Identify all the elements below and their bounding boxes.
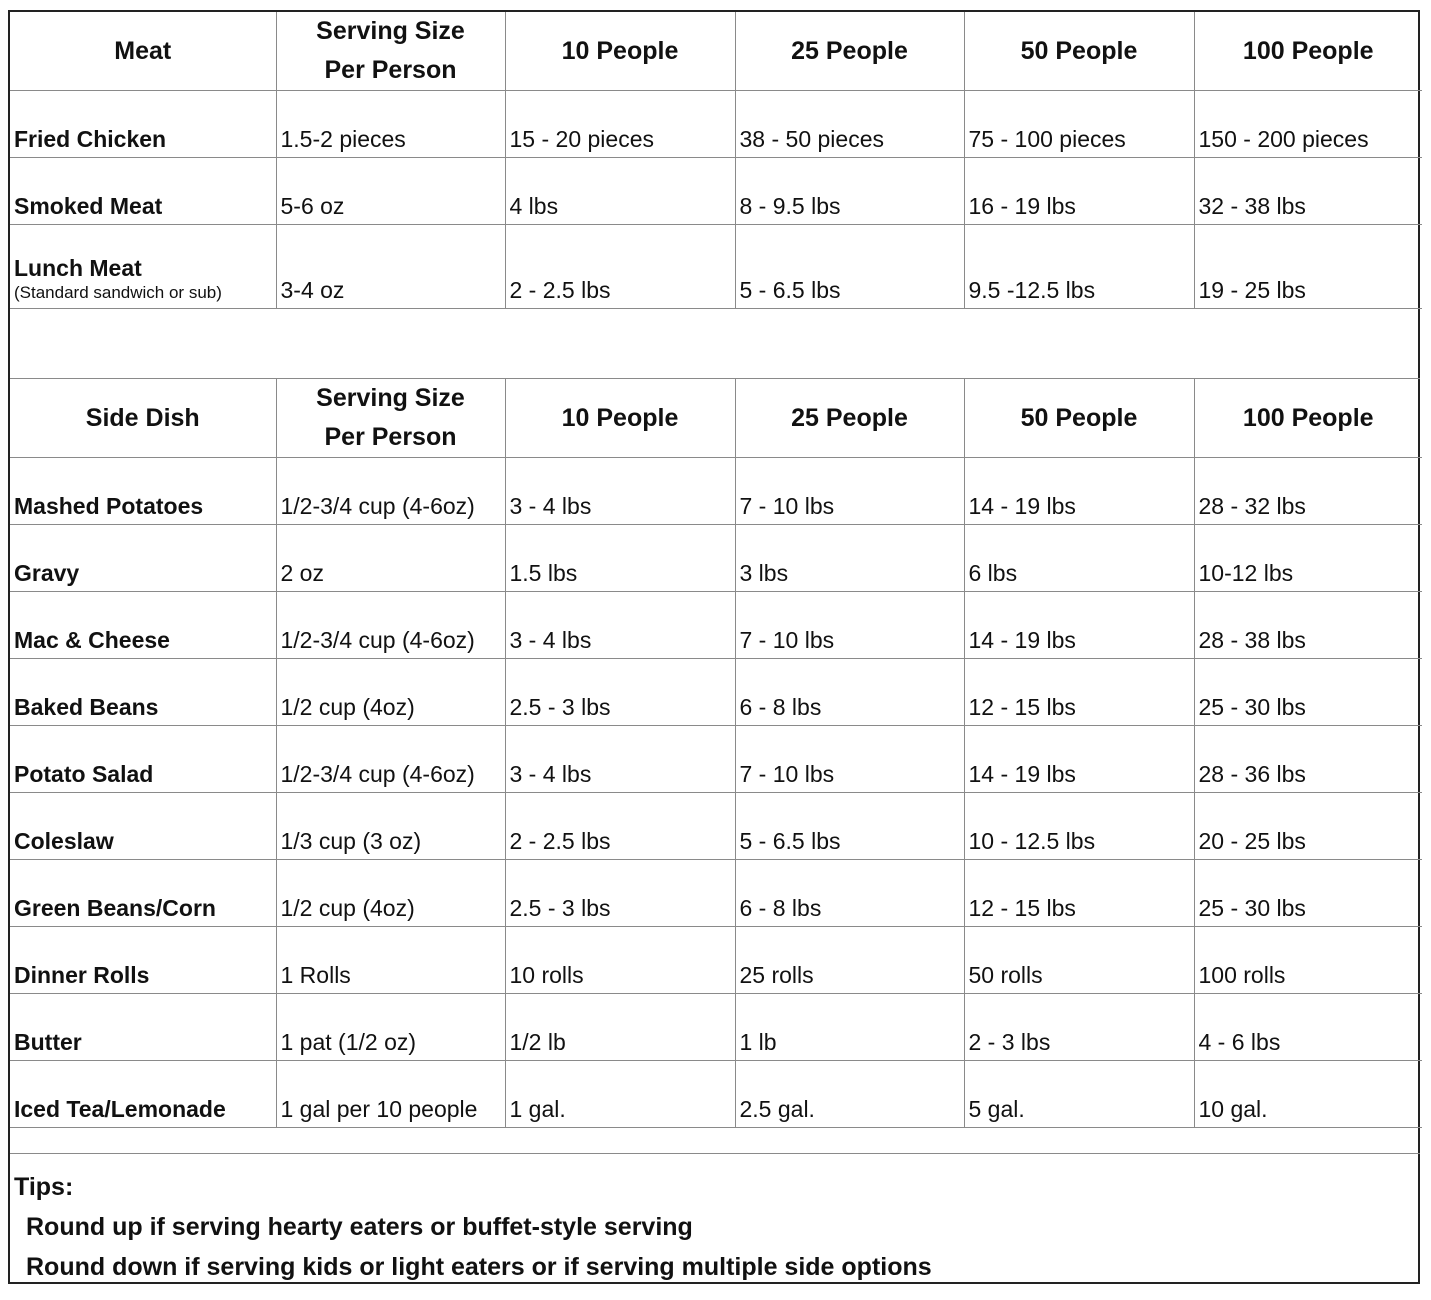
- p100-cell: 19 - 25 lbs: [1194, 225, 1422, 309]
- serving-cell: 1/3 cup (3 oz): [276, 793, 505, 860]
- tip-line: Round down if serving kids or light eaters or if serving multiple side options: [26, 1253, 932, 1281]
- row-label-main: Lunch Meat: [14, 255, 142, 281]
- row-label: Potato Salad: [10, 726, 276, 793]
- table-row: [10, 91, 1422, 158]
- p100-cell: 150 - 200 pieces: [1194, 91, 1422, 158]
- p25-cell: 3 lbs: [735, 525, 964, 592]
- p100-cell: 25 - 30 lbs: [1194, 860, 1422, 927]
- tips-title: Tips:: [14, 1173, 74, 1201]
- p50-cell: 14 - 19 lbs: [964, 592, 1194, 659]
- p10-cell: 10 rolls: [505, 927, 735, 994]
- table-row: [10, 793, 1422, 860]
- p10-cell: 3 - 4 lbs: [505, 592, 735, 659]
- row-label: Iced Tea/Lemonade: [10, 1061, 276, 1128]
- serving-cell: 1 Rolls: [276, 927, 505, 994]
- row-label: Baked Beans: [10, 659, 276, 726]
- p100-cell: 32 - 38 lbs: [1194, 158, 1422, 225]
- p50-cell: 6 lbs: [964, 525, 1194, 592]
- p10-cell: 15 - 20 pieces: [505, 91, 735, 158]
- serving-cell: 5-6 oz: [276, 158, 505, 225]
- header-50-people: 50 People: [964, 12, 1194, 91]
- table-row: [10, 458, 1422, 525]
- table-row: [10, 860, 1422, 927]
- row-label: Fried Chicken: [10, 91, 276, 158]
- p10-cell: 3 - 4 lbs: [505, 458, 735, 525]
- row-label: Gravy: [10, 525, 276, 592]
- p10-cell: 1/2 lb: [505, 994, 735, 1061]
- p50-cell: 10 - 12.5 lbs: [964, 793, 1194, 860]
- p50-cell: 14 - 19 lbs: [964, 458, 1194, 525]
- p100-cell: 20 - 25 lbs: [1194, 793, 1422, 860]
- header-serving-size: Serving Size Per Person: [276, 379, 505, 458]
- p100-cell: 28 - 36 lbs: [1194, 726, 1422, 793]
- p10-cell: 1.5 lbs: [505, 525, 735, 592]
- p50-cell: 2 - 3 lbs: [964, 994, 1194, 1061]
- serving-cell: 1 gal per 10 people: [276, 1061, 505, 1128]
- meat-table: [10, 12, 1422, 309]
- p25-cell: 38 - 50 pieces: [735, 91, 964, 158]
- p10-cell: 2 - 2.5 lbs: [505, 793, 735, 860]
- header-10-people: 10 People: [505, 12, 735, 91]
- p50-cell: 5 gal.: [964, 1061, 1194, 1128]
- table-row: [10, 158, 1422, 225]
- p25-cell: 5 - 6.5 lbs: [735, 225, 964, 309]
- serving-cell: 3-4 oz: [276, 225, 505, 309]
- p25-cell: 7 - 10 lbs: [735, 726, 964, 793]
- side-dish-table: [10, 379, 1422, 1128]
- p100-cell: 28 - 32 lbs: [1194, 458, 1422, 525]
- p50-cell: 16 - 19 lbs: [964, 158, 1194, 225]
- row-label: Butter: [10, 994, 276, 1061]
- table-row: [10, 927, 1422, 994]
- serving-cell: 1/2-3/4 cup (4-6oz): [276, 592, 505, 659]
- p100-cell: 10-12 lbs: [1194, 525, 1422, 592]
- p100-cell: 10 gal.: [1194, 1061, 1422, 1128]
- table-row: [10, 994, 1422, 1061]
- tip-line: Round up if serving hearty eaters or buffet-style serving: [26, 1213, 693, 1241]
- p10-cell: 3 - 4 lbs: [505, 726, 735, 793]
- serving-cell: 1.5-2 pieces: [276, 91, 505, 158]
- p25-cell: 7 - 10 lbs: [735, 592, 964, 659]
- header-50-people: 50 People: [964, 379, 1194, 458]
- header-serving-size: Serving Size Per Person: [276, 12, 505, 91]
- serving-cell: 1/2-3/4 cup (4-6oz): [276, 458, 505, 525]
- header-25-people: 25 People: [735, 12, 964, 91]
- p25-cell: 1 lb: [735, 994, 964, 1061]
- header-25-people: 25 People: [735, 379, 964, 458]
- p50-cell: 14 - 19 lbs: [964, 726, 1194, 793]
- row-label: Coleslaw: [10, 793, 276, 860]
- p10-cell: 1 gal.: [505, 1061, 735, 1128]
- p50-cell: 50 rolls: [964, 927, 1194, 994]
- section-divider: [10, 1113, 1420, 1154]
- header-100-people: 100 People: [1194, 12, 1422, 91]
- p100-cell: 28 - 38 lbs: [1194, 592, 1422, 659]
- row-sublabel: (Standard sandwich or sub): [14, 283, 222, 302]
- p25-cell: 6 - 8 lbs: [735, 860, 964, 927]
- p50-cell: 75 - 100 pieces: [964, 91, 1194, 158]
- p100-cell: 100 rolls: [1194, 927, 1422, 994]
- tips-section: [14, 1167, 932, 1287]
- table-row: [10, 592, 1422, 659]
- p25-cell: 25 rolls: [735, 927, 964, 994]
- p10-cell: 2.5 - 3 lbs: [505, 860, 735, 927]
- p25-cell: 6 - 8 lbs: [735, 659, 964, 726]
- p50-cell: 12 - 15 lbs: [964, 860, 1194, 927]
- row-label: Green Beans/Corn: [10, 860, 276, 927]
- table-row: [10, 659, 1422, 726]
- p100-cell: 4 - 6 lbs: [1194, 994, 1422, 1061]
- p10-cell: 4 lbs: [505, 158, 735, 225]
- row-label: Mac & Cheese: [10, 592, 276, 659]
- row-label: Smoked Meat: [10, 158, 276, 225]
- table-row: [10, 525, 1422, 592]
- p25-cell: 5 - 6.5 lbs: [735, 793, 964, 860]
- serving-cell: 1/2 cup (4oz): [276, 860, 505, 927]
- row-label: Dinner Rolls: [10, 927, 276, 994]
- p100-cell: 25 - 30 lbs: [1194, 659, 1422, 726]
- header-100-people: 100 People: [1194, 379, 1422, 458]
- serving-cell: 1 pat (1/2 oz): [276, 994, 505, 1061]
- serving-cell: 1/2-3/4 cup (4-6oz): [276, 726, 505, 793]
- section-divider: [10, 296, 1420, 379]
- p25-cell: 8 - 9.5 lbs: [735, 158, 964, 225]
- side-table-header: [10, 379, 1422, 458]
- row-label: Mashed Potatoes: [10, 458, 276, 525]
- header-meat: Meat: [10, 12, 276, 91]
- meat-table-header: [10, 12, 1422, 91]
- p50-cell: 9.5 -12.5 lbs: [964, 225, 1194, 309]
- header-side-dish: Side Dish: [10, 379, 276, 458]
- header-10-people: 10 People: [505, 379, 735, 458]
- p10-cell: 2.5 - 3 lbs: [505, 659, 735, 726]
- serving-cell: 2 oz: [276, 525, 505, 592]
- p25-cell: 2.5 gal.: [735, 1061, 964, 1128]
- p25-cell: 7 - 10 lbs: [735, 458, 964, 525]
- p50-cell: 12 - 15 lbs: [964, 659, 1194, 726]
- table-row: [10, 726, 1422, 793]
- serving-chart-sheet: [8, 10, 1420, 1284]
- p10-cell: 2 - 2.5 lbs: [505, 225, 735, 309]
- serving-cell: 1/2 cup (4oz): [276, 659, 505, 726]
